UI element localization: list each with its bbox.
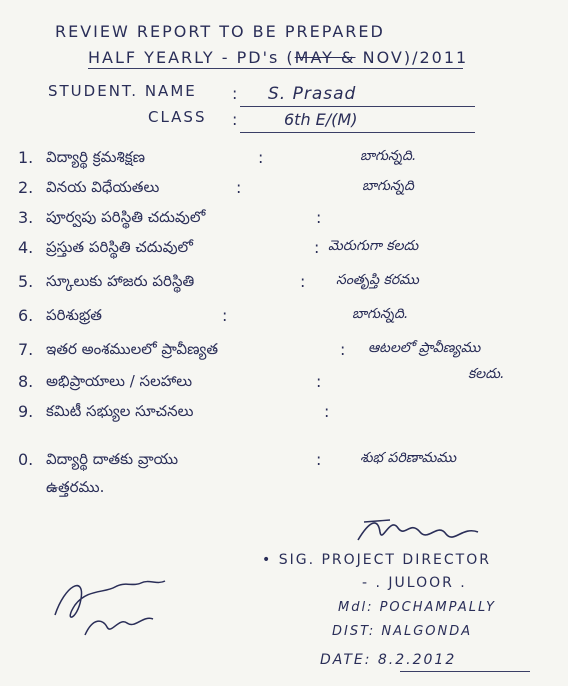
item-label: పూర్వపు పరిస్థితి చదువులో: [46, 208, 206, 226]
class-value: 6th E/(M): [284, 110, 358, 129]
item-number: 3.: [18, 208, 34, 227]
period-struck: MAY &: [294, 48, 356, 67]
item-colon: :: [316, 450, 322, 469]
item-label: విద్యార్థి దాతకు వ్రాయు: [46, 450, 179, 468]
item-number: 1.: [18, 148, 34, 167]
date-line: DATE: 8.2.2012: [320, 652, 457, 668]
class-colon: :: [232, 110, 238, 129]
place-line: - . JULOOR .: [362, 575, 467, 591]
item-response: ఆటలలో ప్రావీణ్యము: [368, 340, 481, 356]
class-label: CLASS: [148, 108, 207, 126]
district-line: DIST: NALGONDA: [332, 624, 473, 639]
item-label: పరిశుభ్రత: [46, 306, 102, 324]
student-name-colon: :: [232, 84, 238, 103]
item-colon: :: [222, 306, 228, 325]
period-underline: [88, 68, 463, 69]
item-number: 8.: [18, 372, 34, 391]
sig-text: SIG. PROJECT DIRECTOR: [278, 552, 491, 568]
item-colon: :: [314, 238, 320, 257]
item-response: బాగున్నది.: [360, 148, 417, 164]
item-response: సంతృప్తి కరము: [336, 272, 419, 288]
item-number: 0.: [18, 450, 34, 469]
item-colon: :: [316, 372, 322, 391]
item-colon: :: [300, 272, 306, 291]
item-number: 7.: [18, 340, 34, 359]
class-line: [240, 132, 475, 133]
period-prefix: HALF YEARLY - PD's (: [88, 48, 295, 67]
item-number: 2.: [18, 178, 34, 197]
item-label: స్కూలుకు హాజరు పరిస్థితి: [46, 272, 195, 290]
date-underline: [400, 671, 530, 672]
period-year: )/2011: [403, 48, 469, 67]
item-colon: :: [258, 148, 264, 167]
item-number: 9.: [18, 402, 34, 421]
report-period: [88, 48, 468, 67]
item-label: వినయ విధేయతలు: [46, 178, 160, 196]
report-title: REVIEW REPORT TO BE PREPARED: [55, 22, 385, 41]
item-number: 5.: [18, 272, 34, 291]
item-colon: :: [340, 340, 346, 359]
item-colon: :: [236, 178, 242, 197]
period-month: NOV: [362, 48, 404, 67]
mandal-line: Mdl: POCHAMPALLY: [338, 600, 496, 615]
item-response: శుభ పరిణామము: [360, 450, 457, 466]
item-response: కలదు.: [468, 366, 505, 382]
signature-line: • SIG. PROJECT DIRECTOR: [262, 552, 491, 568]
project-director-signature: [350, 510, 490, 550]
item-number: 6.: [18, 306, 34, 325]
item-response: మెరుగుగా కలదు: [328, 238, 419, 254]
student-name-line: [240, 106, 475, 107]
item-label: ఉత్తరము.: [46, 478, 105, 496]
item-label: ప్రస్తుత పరిస్థితి చదువులో: [46, 238, 193, 256]
item-response: బాగున్నది: [362, 178, 414, 194]
item-response: బాగున్నది.: [352, 306, 409, 322]
item-label: విద్యార్థి క్రమశిక్షణ: [46, 148, 145, 166]
item-colon: :: [316, 208, 322, 227]
student-name-label: STUDENT. NAME: [48, 82, 197, 100]
student-signature: [45, 565, 175, 645]
item-label: అభిప్రాయాలు / సలహాలు: [46, 372, 193, 390]
item-colon: :: [324, 402, 330, 421]
student-name-value: S. Prasad: [268, 84, 357, 104]
item-label: కమిటీ సభ్యుల సూచనలు: [46, 402, 194, 420]
item-number: 4.: [18, 238, 34, 257]
item-label: ఇతర అంశములలో ప్రావీణ్యత: [46, 340, 219, 358]
